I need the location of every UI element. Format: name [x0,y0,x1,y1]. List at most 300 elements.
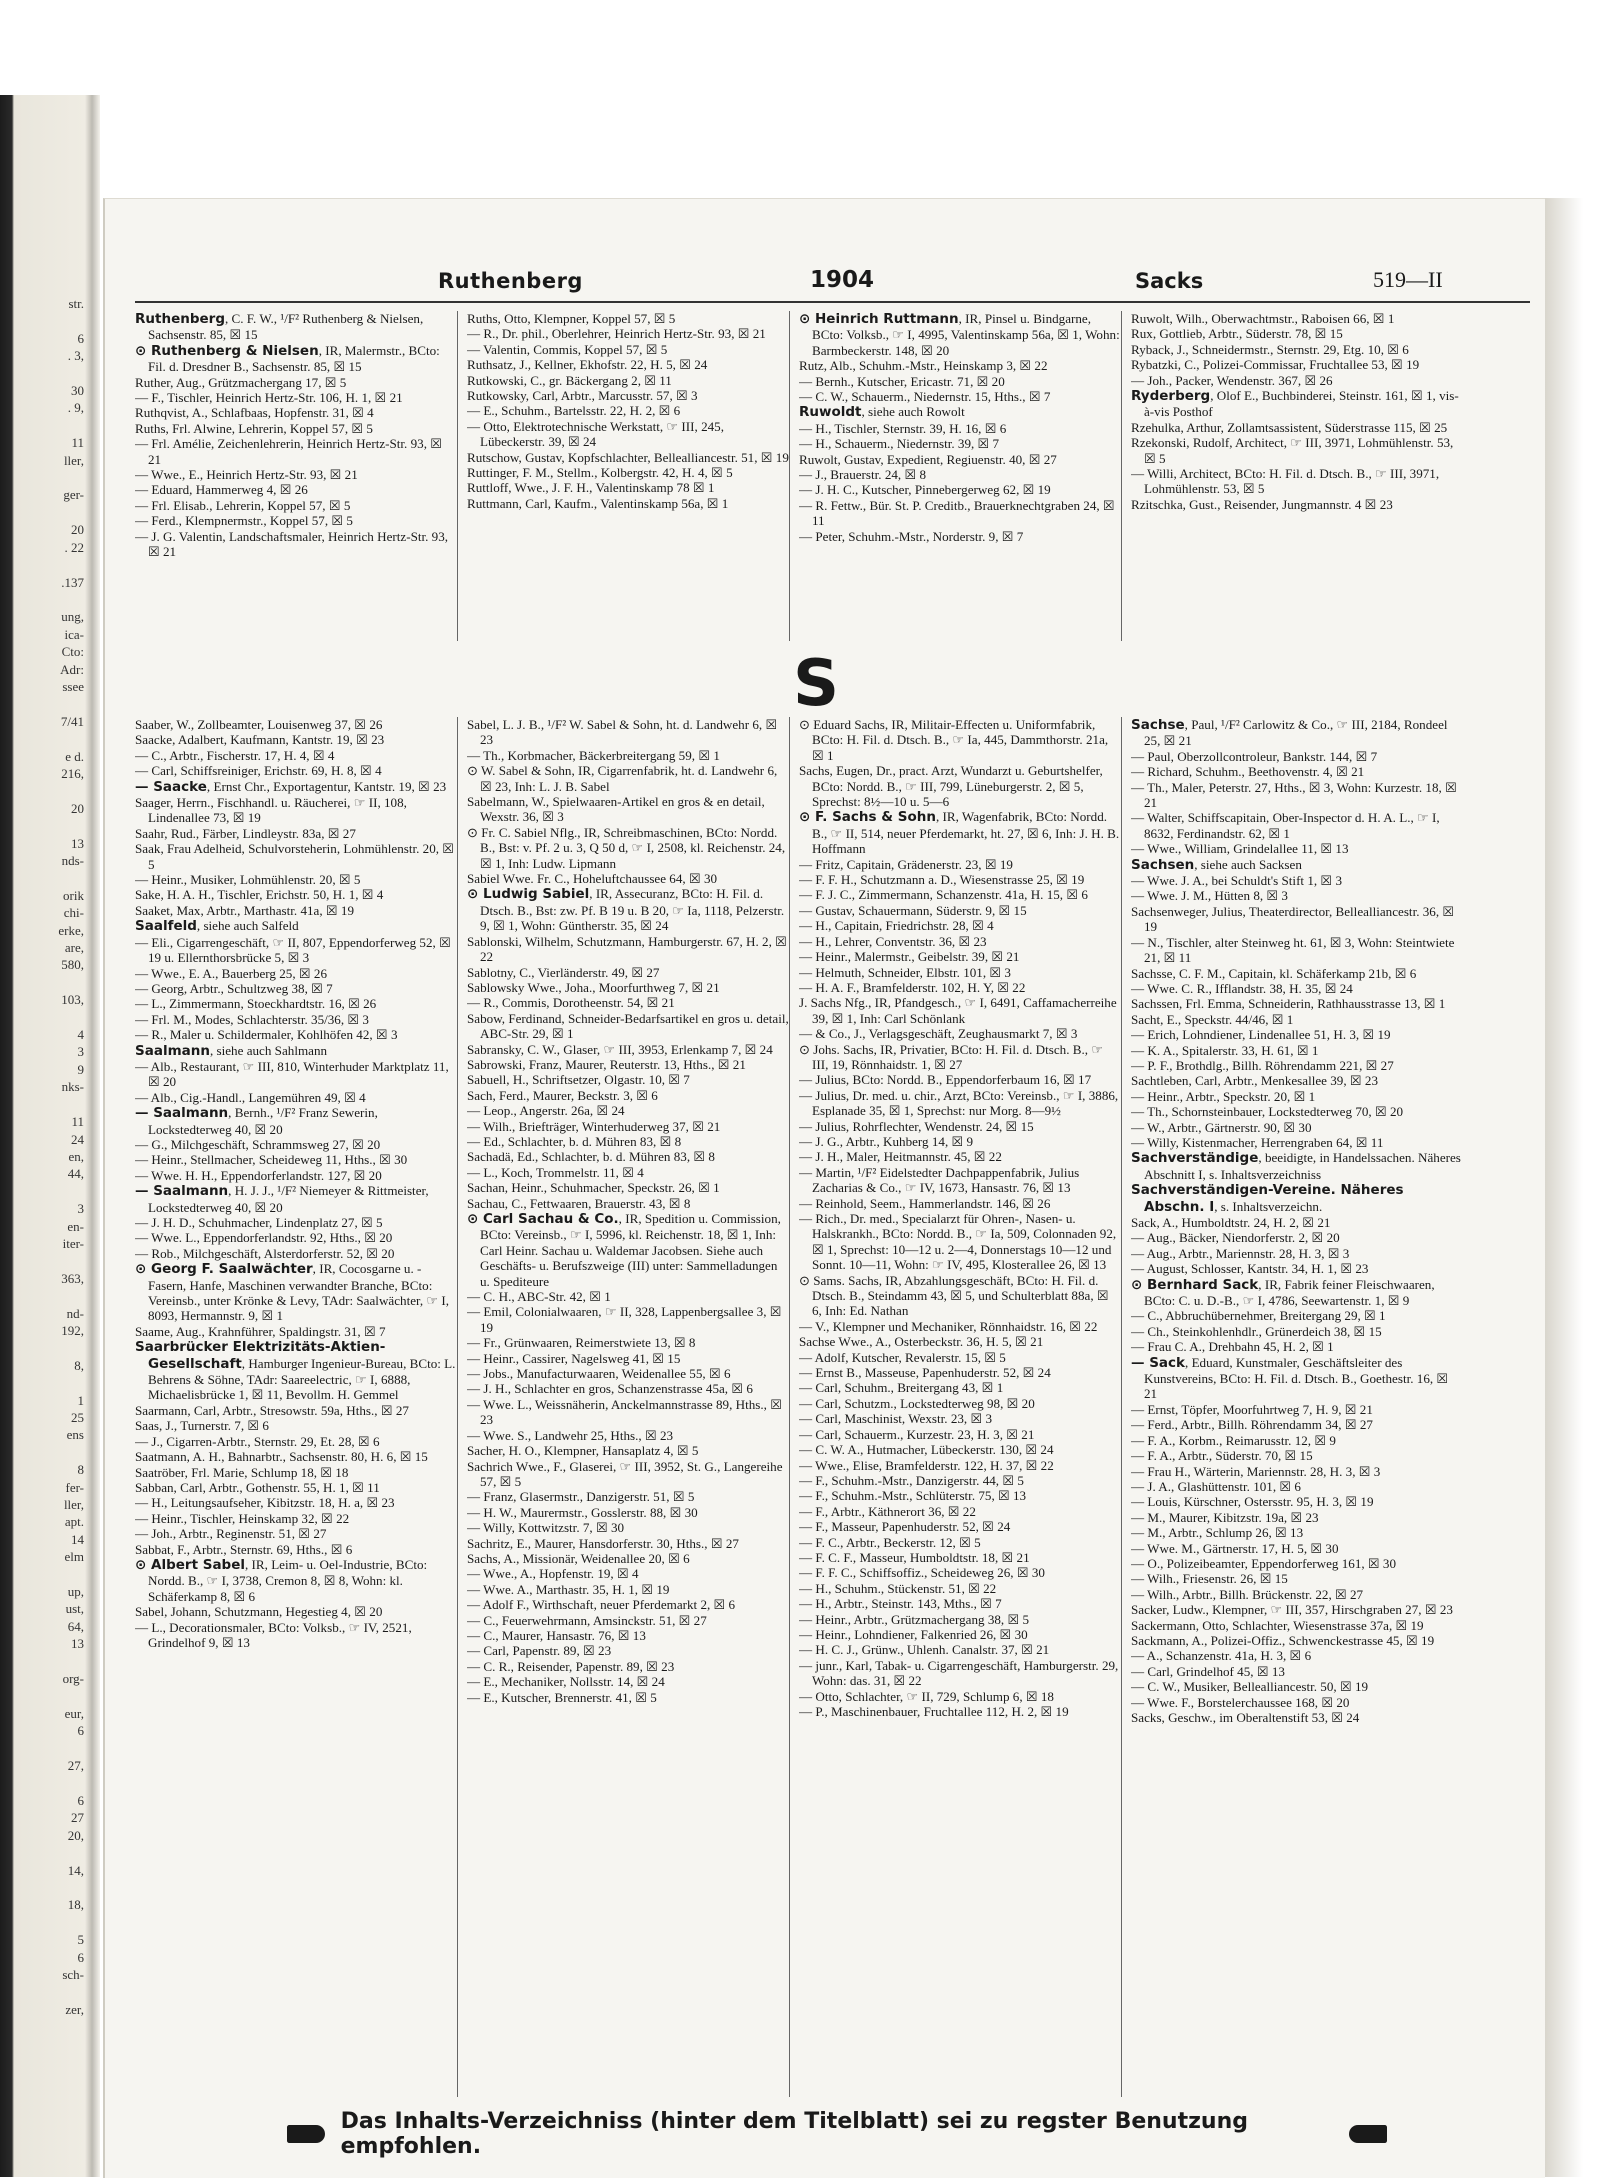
directory-entry: — F., Schuhm.-Mstr., Danzigerstr. 44, ☒ 5 [799,1472,1024,1488]
directory-entry: Saatmann, A. H., Bahnarbtr., Sachsenstr. 80, H. 6, ☒ 15 [135,1449,428,1465]
directory-entry: Rutkowsky, Carl, Arbtr., Marcusstr. 57, ☒ 3 [467,388,698,404]
directory-entry: — H. C. J., Grünw., Uhlenh. Canalstr. 37, ☒ 21 [799,1642,1050,1658]
directory-entry: — Ferd., Klempnermstr., Koppel 57, ☒ 5 [135,513,353,529]
directory-entry: — Heinr., Cassirer, Nagelsweg 41, ☒ 15 [467,1350,681,1366]
directory-entry: Sachadä, Ed., Schlachter, b. d. Mühren 83, ☒ 8 [467,1149,715,1165]
directory-entry: Rutschow, Gustav, Kopfschlachter, Bellealliancestr. 51, ☒ 19 [467,449,789,465]
directory-entry: — Carl, Papenstr. 89, ☒ 23 [467,1643,612,1659]
page-header [135,261,1530,303]
directory-entry: — H. A. F., Bramfelderstr. 102, H. Y, ☒ 22 [799,979,1026,995]
directory-entry: — Carl, Schiffsreiniger, Erichstr. 69, H. 8, ☒ 4 [135,763,382,779]
directory-entry: Sachse Wwe., A., Osterbeckstr. 36, H. 5, ☒ 21 [799,1334,1044,1350]
directory-entry: — Carl, Schutzm., Lockstedterweg 98, ☒ 20 [799,1395,1035,1411]
directory-entry: — H., Schauerm., Niedernstr. 39, ☒ 7 [799,436,1000,452]
directory-entry: — Heinr., Arbtr., Speckstr. 20, ☒ 1 [1131,1088,1316,1104]
edge-fragment [10,1096,84,1113]
directory-entry: — F., Schuhm.-Mstr., Schlüterstr. 75, ☒ 13 [799,1488,1027,1504]
edge-fragment: 8 [77,1462,84,1478]
directory-entry: Ruttloff, Wwe., J. F. H., Valentinskamp 78 ☒ 1 [467,480,715,496]
edge-fragment: ica- [64,626,84,642]
edge-fragment: Cto: [61,644,84,660]
directory-entry: — M., Arbtr., Schlump 26, ☒ 13 [1131,1525,1304,1541]
directory-entry: Sacker, Ludw., Klempner, ☞ III, 357, Hirschgraben 27, ☒ 23 [1131,1602,1453,1618]
edge-fragment [10,365,84,382]
directory-entry: Saarmann, Carl, Arbtr., Stresowstr. 59a, Hths., ☒ 27 [135,1402,409,1418]
directory-entry: Sabel, L. J. B., ¹/F² W. Sabel & Sohn, ht. d. Landwehr 6, ☒ 23 [467,717,778,748]
edge-fragment: 20, [67,1827,84,1843]
directory-entry: — Wilh., Briefträger, Winterhuderweg 37, ☒ 21 [467,1118,721,1134]
edge-fragment: 5 [77,1932,84,1948]
directory-entry: — P., Maschinenbauer, Fruchtallee 112, H. 2, ☒ 19 [799,1704,1069,1719]
footer-notice: Das Inhalts-Verzeichniss (hinter dem Titelblatt) sei zu regster Benutzung empfohlen. [340,2109,1248,2159]
directory-entry: — Heinr., Malermstr., Geibelstr. 39, ☒ 21 [799,949,1020,965]
directory-entry: — H., Arbtr., Steinstr. 143, Mths., ☒ 7 [799,1596,1002,1612]
directory-entry: — J. G., Arbtr., Kuhberg 14, ☒ 9 [799,1133,974,1149]
directory-entry: Saahr, Rud., Färber, Lindleystr. 83a, ☒ 27 [135,825,356,841]
edge-fragment: apt. [64,1514,84,1530]
directory-entry: — Sack, Eduard, Kunstmaler, Geschäftsleiter des Kunstvereins, BCto: H. Fil. d. Dtsch. B., Goethestr. 16, ☒ 21 [1131,1354,1449,1402]
directory-entry: — Heinr., Tischler, Heinskamp 32, ☒ 22 [135,1510,350,1526]
directory-entry: ⊙ Sams. Sachs, IR, Abzahlungsgeschäft, BCto: H. Fil. d. Dtsch. B., Steindamm 43, ☒ 5, und Schulterblatt 88a, ☒ 6, Inh: Ed. Nathan [799,1272,1109,1319]
edge-fragment: ens [66,1427,84,1443]
directory-entry: Ruwolt, Gustav, Expedient, Regiuenstr. 40, ☒ 27 [799,451,1057,467]
directory-entry: Sabel, Johann, Schutzmann, Hegestieg 4, ☒ 20 [135,1604,383,1620]
directory-entry: — Rich., Dr. med., Specialarzt für Ohren-, Nasen- u. Halskrankh., BCto: Nordd. B., ☞ Ia, 509, Colonnaden 92, ☒ 1, Sprechst: 10—12 u. 2—4, Donnerstags 10—12 und Sonnt. 10—11, Wohn: ☞ IV, 495, Klosterallee 26, ☒ 13 [799,1211,1117,1273]
edge-fragment: 6 [77,1949,84,1965]
directory-page [103,198,1545,2178]
directory-entry: — H., Tischler, Sternstr. 39, H. 16, ☒ 6 [799,420,1007,436]
directory-entry: Sachsenweger, Julius, Theaterdirector, Bellealliancestr. 36, ☒ 19 [1131,903,1455,935]
directory-entry: Saaket, Max, Arbtr., Marthastr. 41a, ☒ 19 [135,902,355,918]
directory-entry: ⊙ Eduard Sachs, IR, Militair-Effecten u. Uniformfabrik, BCto: H. Fil. d. Dtsch. B., ☞ Ia, 445, Dammthorstr. 21a, ☒ 1 [799,717,1109,763]
edge-fragment: . 9, [67,400,84,416]
pointing-hand-icon [287,2125,325,2143]
directory-entry: — Peter, Schuhm.-Mstr., Norderstr. 9, ☒ 7 [799,528,1024,544]
directory-entry: — August, Schlosser, Kantstr. 34, H. 1, ☒ 23 [1131,1261,1369,1277]
directory-entry: ⊙ Fr. C. Sabiel Nflg., IR, Schreibmaschinen, BCto: Nordd. B., Bst: v. Pf. 2 u. 3, Q 50 d, ☞ I, 2508, kl. Reichenstr. 24, ☒ 1, Inh: Ludw. Lipmann [467,824,786,871]
directory-entry: Ruthsatz, J., Kellner, Ekhofstr. 22, H. 5, ☒ 24 [467,357,708,373]
edge-fragment: ssee [62,678,84,694]
page-edge-shadow [1543,198,1600,2177]
directory-entry: — Carl, Schuhm., Breitergang 43, ☒ 1 [799,1380,1004,1396]
directory-entry: — Otto, Elektrotechnische Werkstatt, ☞ III, 245, Lübeckerstr. 39, ☒ 24 [467,418,724,450]
directory-entry: — Wwe. L., Eppendorferlandstr. 92, Hths., ☒ 20 [135,1230,393,1246]
directory-entry: Sabban, Carl, Arbtr., Gothenstr. 55, H. 1, ☒ 11 [135,1479,380,1495]
directory-entry: — Aug., Arbtr., Mariennstr. 28, H. 3, ☒ 3 [1131,1245,1350,1261]
directory-entry: — Rob., Milchgeschäft, Alsterdorferstr. 52, ☒ 20 [135,1245,395,1261]
edge-fragment: 216, [61,765,84,781]
directory-entry: — W., Arbtr., Gärtnerstr. 90, ☒ 30 [1131,1119,1312,1135]
directory-entry: Sachrich Wwe., F., Glaserei, ☞ III, 3952, St. G., Langereihe 57, ☒ 5 [467,1458,783,1489]
directory-entry: Sabbat, F., Arbtr., Sternstr. 69, Hths., ☒ 6 [135,1541,353,1557]
edge-fragment: 3 [77,1044,84,1060]
directory-entry: Saalmann, siehe auch Sahlmann [135,1042,328,1059]
directory-entry: — F. F. H., Schutzmann a. D., Wiesenstrasse 25, ☒ 19 [799,872,1085,888]
directory-entry: Sachssen, Frl. Emma, Schneiderin, Rathhausstrasse 13, ☒ 1 [1131,996,1446,1012]
edge-fragment: nks- [61,1079,84,1095]
directory-entry: ⊙ W. Sabel & Sohn, IR, Cigarrenfabrik, ht. d. Landwehr 6, ☒ 23, Inh: L. J. B. Sabel [467,763,778,794]
directory-entry: — F., Masseur, Papenhuderstr. 52, ☒ 24 [799,1519,1011,1535]
edge-fragment [10,1566,84,1583]
directory-entry: ⊙ Albert Sabel, IR, Leim- u. Oel-Industrie, BCto: Nordd. B., ☞ I, 3738, Cremon 8, ☒ 8, Wohn: kl. Schäferkamp 8, ☒ 6 [135,1556,428,1604]
edge-fragment: erke, [58,922,84,938]
directory-entry: — Bernh., Kutscher, Ericastr. 71, ☒ 20 [799,373,1005,389]
edge-fragment: 14 [71,1531,84,1547]
edge-fragment [10,1879,84,1896]
directory-entry: — Julius, Dr. med. u. chir., Arzt, BCto: Vereinsb., ☞ I, 3886, Esplanade 35, ☒ 1, Sprechst: nur Morg. 8—9½ [799,1087,1119,1119]
directory-entry: Sabelmann, W., Spielwaaren-Artikel en gros & en detail, Wexstr. 36, ☒ 3 [467,794,765,825]
directory-entry: — J. H., Schlachter en gros, Schanzenstrasse 45a, ☒ 6 [467,1381,753,1397]
directory-entry: — R., Commis, Dorotheenstr. 54, ☒ 21 [467,995,675,1011]
directory-entry: Rzekonski, Rudolf, Architect, ☞ III, 3971, Lohmühlenstr. 53, ☒ 5 [1131,435,1454,466]
edge-fragment: fer- [65,1479,84,1495]
edge-fragment: 44, [67,1166,84,1182]
header-left-keyword: Ruthenberg [438,269,583,293]
directory-entry: — Wwe. L., Weissnäherin, Anckelmannstrasse 89, Hths., ☒ 23 [467,1396,782,1428]
edge-fragment: 14, [67,1862,84,1878]
directory-entry: — H., Capitain, Friedrichstr. 28, ☒ 4 [799,918,994,934]
edge-fragment: 1 [77,1392,84,1408]
main-entries-section [135,717,1530,2097]
directory-entry: — F. A., Korbm., Reimarusstr. 12, ☒ 9 [1131,1432,1336,1448]
edge-fragment [10,1339,84,1356]
directory-entry: — E., Mechaniker, Nollsstr. 14, ☒ 24 [467,1674,665,1690]
directory-entry: — L., Koch, Trommelstr. 11, ☒ 4 [467,1164,644,1180]
directory-entry: — O., Polizeibeamter, Eppendorferweg 161, ☒ 30 [1131,1555,1397,1571]
directory-entry: — Wwe. C. R., Ifflandstr. 38, H. 35, ☒ 24 [1131,980,1353,996]
directory-entry: Sachs, Eugen, Dr., pract. Arzt, Wundarzt u. Geburtshelfer, BCto: Nordd. B., ☞ III, 799, Lüneburgerstr. 2, ☒ 5, Sprechst: 8½—10 u. 5—6 [799,763,1103,810]
directory-entry: Rybatzki, C., Polizei-Commissar, Fruchtallee 53, ☒ 19 [1131,357,1420,373]
directory-entry: — Reinhold, Seem., Hammerlandstr. 146, ☒ 26 [799,1195,1051,1211]
directory-entry: — J. H., Maler, Heitmannstr. 45, ☒ 22 [799,1149,1002,1165]
directory-entry: — A., Schanzenstr. 41a, H. 3, ☒ 6 [1131,1648,1312,1664]
directory-entry: — Heinr., Lohndiener, Falkenried 26, ☒ 30 [799,1626,1028,1642]
directory-entry: — C., Abbruchübernehmer, Breitergang 29, ☒ 1 [1131,1308,1386,1324]
directory-entry: Saacke, Adalbert, Kaufmann, Kantstr. 19, ☒ 23 [135,732,385,748]
edge-fragment [10,469,84,486]
edge-fragment: en, [68,1148,84,1164]
directory-entry: — Carl, Grindelhof 45, ☒ 13 [1131,1663,1285,1679]
edge-fragment: 13 [71,835,84,851]
directory-entry: — J. G. Valentin, Landschaftsmaler, Heinrich Hertz-Str. 93, ☒ 21 [135,528,449,560]
directory-entry: — Wwe. F., Borstelerchaussee 168, ☒ 20 [1131,1694,1350,1710]
main-column-1 [135,717,458,2097]
header-year: 1904 [810,267,875,293]
edge-fragment [10,695,84,712]
directory-entry: Sacks, Geschw., im Oberaltenstift 53, ☒ 24 [1131,1710,1360,1725]
directory-entry: Saarbrücker Elektrizitäts-Aktien-Gesellschaft, Hamburger Ingenieur-Bureau, BCto: L. Behrens & Söhne, TAdr: Saareelectric, ☞ I, 6888, Michaelisbrücke 1, ☒ 11, Bevollm. H. Gemmel [135,1339,456,1403]
edge-fragment: 7/41 [60,713,84,729]
directory-entry: — Georg, Arbtr., Schultzweg 38, ☒ 7 [135,980,333,996]
edge-fragment [10,1287,84,1304]
directory-entry: — Paul, Oberzollcontroleur, Bankstr. 144, ☒ 7 [1131,748,1378,764]
directory-entry: — E., Schuhm., Bartelsstr. 22, H. 2, ☒ 6 [467,403,681,419]
directory-entry: — Heinr., Musiker, Lohmühlenstr. 20, ☒ 5 [135,872,361,888]
directory-entry: — Erich, Lohndiener, Lindenallee 51, H. 3, ☒ 19 [1131,1027,1391,1043]
edge-fragment [10,1844,84,1861]
directory-entry: — Eduard, Hammerweg 4, ☒ 26 [135,482,308,498]
directory-entry: — H. W., Maurermstr., Gosslerstr. 88, ☒ 30 [467,1504,698,1520]
directory-entry: — M., Maurer, Kibitzstr. 19a, ☒ 23 [1131,1509,1319,1525]
directory-entry: — Joh., Arbtr., Reginenstr. 51, ☒ 27 [135,1526,327,1542]
directory-entry: Sach, Ferd., Maurer, Beckstr. 3, ☒ 6 [467,1087,658,1103]
pointing-hand-left-icon [1349,2125,1387,2143]
directory-entry: Saas, J., Turnerstr. 7, ☒ 6 [135,1418,269,1434]
edge-fragment: 27 [71,1810,84,1826]
edge-fragment [10,782,84,799]
directory-entry: — Willy, Kistenmacher, Herrengraben 64, ☒ 11 [1131,1134,1384,1150]
edge-fragment: 64, [67,1618,84,1634]
directory-entry: — C. W., Schauerm., Niedernstr. 15, Hths., ☒ 7 [799,389,1051,405]
directory-entry: ⊙ Georg F. Saalwächter, IR, Cocosgarne u. -Fasern, Hanfe, Maschinen verwandter Branche, BCto: Vereinsb., unter Krönke & Levy, TAdr: Saalwächter, ☞ I, 8093, Hermannstr. 9, ☒ 1 [135,1261,450,1324]
edge-fragment: str. [68,296,84,311]
directory-entry: — J., Cigarren-Arbtr., Sternstr. 29, Et. 28, ☒ 6 [135,1433,380,1449]
directory-entry: — J. H. C., Kutscher, Pinnebergerweg 62, ☒ 19 [799,482,1051,498]
directory-entry: — Wilh., Friesenstr. 26, ☒ 15 [1131,1571,1288,1587]
directory-entry: Ryderberg, Olof E., Buchbinderei, Steinstr. 161, ☒ 1, vis-à-vis Posthof [1131,388,1459,420]
top-column-2 [467,311,790,641]
main-column-2 [467,717,790,2097]
directory-entry: — Richard, Schuhm., Beethovenstr. 4, ☒ 21 [1131,764,1365,780]
edge-fragment: 11 [71,1114,84,1130]
edge-fragment: org- [62,1671,84,1687]
edge-fragment: ung, [61,609,84,625]
directory-entry: — Helmuth, Schneider, Elbstr. 101, ☒ 3 [799,964,1011,980]
edge-fragment: 13 [71,1636,84,1652]
edge-fragment [10,1009,84,1026]
directory-entry: Sablonski, Wilhelm, Schutzmann, Hamburgerstr. 67, H. 2, ☒ 22 [467,933,787,965]
directory-entry: — Ch., Steinkohlenhdlr., Grünerdeich 38, ☒ 15 [1131,1323,1382,1339]
directory-entry: — C. W., Musiker, Bellealliancestr. 50, ☒ 19 [1131,1679,1369,1695]
directory-entry: — Alb., Cig.-Handl., Langemühren 49, ☒ 4 [135,1089,366,1105]
directory-entry: — Wwe., A., Hopfenstr. 19, ☒ 4 [467,1566,639,1582]
directory-entry: — K. A., Spitalerstr. 33, H. 61, ☒ 1 [1131,1042,1319,1058]
edge-fragment: Adr: [60,661,84,677]
directory-entry: — J. A., Glashüttenstr. 101, ☒ 6 [1131,1478,1301,1494]
directory-entry: Ryback, J., Schneidermstr., Sternstr. 29, Etg. 10, ☒ 6 [1131,341,1409,357]
directory-entry: — Frl. M., Modes, Schlachterstr. 35/36, ☒ 3 [135,1011,369,1027]
directory-entry: Sackermann, Otto, Schlachter, Wiesenstrasse 37a, ☒ 19 [1131,1617,1424,1633]
directory-entry: — Willi, Architect, BCto: H. Fil. d. Dtsch. B., ☞ III, 3971, Lohmühlenstr. 53, ☒ 5 [1131,466,1440,497]
directory-entry: — Carl, Maschinist, Wexstr. 23, ☒ 3 [799,1411,993,1427]
edge-fragment [10,1740,84,1757]
directory-entry: — Martin, ¹/F² Eidelstedter Dachpappenfabrik, Julius Zacharias & Co., ☞ IV, 1673, Hansastr. 76, ☒ 13 [799,1164,1080,1196]
directory-entry: — N., Tischler, alter Steinweg ht. 61, ☒ 3, Wohn: Steintwiete 21, ☒ 11 [1131,934,1455,966]
edge-fragment [10,974,84,991]
directory-entry: — Leop., Angerstr. 26a, ☒ 24 [467,1103,625,1119]
directory-entry: — F. J. C., Zimmermann, Schanzenstr. 41a, H. 15, ☒ 6 [799,887,1088,903]
edge-fragment: 4 [77,1027,84,1043]
directory-entry: Rutkowski, C., gr. Bäckergang 2, ☒ 11 [467,372,672,388]
directory-entry: — F., Arbtr., Käthnerort 36, ☒ 22 [799,1503,976,1519]
directory-entry: ⊙ Johs. Sachs, IR, Privatier, BCto: H. Fil. d. Dtsch. B., ☞ III, 19, Rönnhaidstr. 1, ☒ 27 [799,1041,1104,1072]
page-footer [287,2109,1387,2159]
directory-entry: Sachtleben, Carl, Arbtr., Menkesallee 39, ☒ 23 [1131,1073,1379,1089]
edge-fragment [10,1444,84,1461]
directory-entry: Saame, Aug., Krahnführer, Spaldingstr. 31, ☒ 7 [135,1323,386,1339]
directory-entry: — Eli., Cigarrengeschäft, ☞ II, 807, Eppendorferweg 52, ☒ 19 u. Ellernthorsbrücke 5, ☒ 3 [135,934,451,966]
directory-entry: Ruthenberg, C. F. W., ¹/F² Ruthenberg & Nielsen, Sachsenstr. 85, ☒ 15 [135,311,424,343]
edge-fragment: 3 [77,1201,84,1217]
directory-entry: Sabrowski, Franz, Maurer, Reuterstr. 13, Hths., ☒ 21 [467,1056,746,1072]
directory-entry: Ruths, Frl. Alwine, Lehrerin, Koppel 57, ☒ 5 [135,420,373,436]
directory-entry: — H., Lehrer, Conventstr. 36, ☒ 23 [799,933,987,949]
directory-entry: Sablowsky Wwe., Joha., Moorfurthweg 7, ☒ 21 [467,979,720,995]
edge-fragment: e d. [65,748,84,764]
directory-entry: Sabiel Wwe. Fr. C., Hoheluftchaussee 64, ☒ 30 [467,871,718,887]
edge-fragment: 6 [77,1792,84,1808]
edge-fragment: eur, [64,1705,84,1721]
directory-entry: — Fr., Grünwaaren, Reimerstwiete 13, ☒ 8 [467,1335,696,1351]
directory-entry: — C., Arbtr., Fischerstr. 17, H. 4, ☒ 4 [135,747,335,763]
edge-fragment: 8, [74,1357,84,1373]
directory-entry: — J., Brauerstr. 24, ☒ 8 [799,467,927,483]
directory-entry: — Wwe. J. M., Hütten 8, ☒ 3 [1131,888,1288,904]
edge-fragment: 363, [61,1270,84,1286]
directory-entry: Saaber, W., Zollbeamter, Louisenweg 37, ☒ 26 [135,717,383,732]
edge-fragment: en- [67,1218,84,1234]
directory-entry: — Saalmann, Bernh., ¹/F² Franz Sewerin, Lockstedterweg 40, ☒ 20 [135,1105,378,1137]
directory-entry: — Willy, Kottwitzstr. 7, ☒ 30 [467,1520,625,1536]
directory-entry: — Frl. Elisab., Lehrerin, Koppel 57, ☒ 5 [135,497,351,513]
directory-entry: — Joh., Packer, Wendenstr. 367, ☒ 26 [1131,372,1333,388]
top-column-3 [799,311,1122,641]
directory-entry: Sachverständigen-Vereine. Näheres Abschn. I, s. Inhaltsverzeichn. [1131,1182,1404,1215]
directory-entry: — F. C., Arbtr., Beckerstr. 12, ☒ 5 [799,1534,981,1550]
directory-entry: — & Co., J., Verlagsgeschäft, Zeughausmarkt 7, ☒ 3 [799,1026,1078,1042]
edge-fragment: iter- [62,1235,84,1251]
directory-entry: — Wwe. S., Landwehr 25, Hths., ☒ 23 [467,1427,674,1443]
directory-entry: — F. C. F., Masseur, Humboldtstr. 18, ☒ 21 [799,1549,1030,1565]
edge-fragment: chi- [63,905,84,921]
directory-entry: — Wwe., William, Grindelallee 11, ☒ 13 [1131,841,1349,857]
edge-fragment [10,1252,84,1269]
top-column-4 [1131,311,1461,641]
edge-fragment [10,1983,84,2000]
directory-entry: J. Sachs Nfg., IR, Pfandgesch., ☞ I, 6491, Caffamacherreihe 39, ☒ 1, Inh: Carl Schönlank [799,995,1117,1026]
edge-fragment: 580, [61,957,84,973]
directory-entry: — H., Leitungsaufseher, Kibitzstr. 18, H. a, ☒ 23 [135,1495,395,1511]
edge-fragment [10,1688,84,1705]
edge-fragment: . 3, [67,348,84,364]
top-column-1 [135,311,458,641]
directory-entry: — Frau H., Wärterin, Mariennstr. 28, H. 3, ☒ 3 [1131,1463,1381,1479]
edge-fragment [10,1183,84,1200]
directory-entry: — Ernst, Töpfer, Moorfuhrtweg 7, H. 9, ☒ 21 [1131,1401,1373,1417]
directory-entry: — junr., Karl, Tabak- u. Cigarrengeschäft, Hamburgerstr. 29, Wohn: das. 31, ☒ 22 [799,1657,1119,1689]
main-column-3 [799,717,1122,2097]
edge-fragment: 30 [71,383,84,399]
page-number: 519—II [1373,267,1443,292]
edge-fragment [10,1374,84,1391]
directory-entry: — C., Maurer, Hansastr. 76, ☒ 13 [467,1627,646,1643]
directory-entry: Sachau, C., Fettwaaren, Brauerstr. 43, ☒ 8 [467,1195,691,1211]
directory-entry: — L., Decorationsmaler, BCto: Volksb., ☞ IV, 2521, Grindelhof 9, ☒ 13 [135,1619,412,1650]
directory-entry: — C. R., Reisender, Papenstr. 89, ☒ 23 [467,1658,675,1674]
directory-entry: — Frau C. A., Drehbahn 45, H. 2, ☒ 1 [1131,1339,1334,1355]
directory-entry: — V., Klempner und Mechaniker, Rönnhaidstr. 16, ☒ 22 [799,1318,1098,1334]
edge-fragment: zer, [65,2001,84,2017]
directory-entry: Sachs, A., Missionär, Weidenallee 20, ☒ 6 [467,1550,690,1566]
directory-entry: Sabow, Ferdinand, Schneider-Bedarfsartikel en gros u. detail, ABC-Str. 29, ☒ 1 [467,1010,789,1042]
directory-entry: — Th., Korbmacher, Bäckerbreitergang 59, ☒ 1 [467,747,720,763]
directory-entry: Sabuell, H., Schriftsetzer, Olgastr. 10, ☒ 7 [467,1072,690,1088]
directory-entry: Sachsen, siehe auch Sacksen [1131,856,1302,873]
directory-entry: — Wwe., E., Heinrich Hertz-Str. 93, ☒ 21 [135,467,358,483]
directory-entry: ⊙ Carl Sachau & Co., IR, Spedition u. Commission, BCto: Vereinsb., ☞ I, 5996, kl. Reichenstr. 18, ☒ 1, Inh: Carl Heinr. Sachau u. Waldemar Jacobsen. Siehe auch Geschäfts- u. Berufszweige (III) unter: Sammelladungen u. Spediteure [467,1211,781,1289]
edge-fragment [10,1914,84,1931]
header-right-keyword: Sacks [1135,269,1204,293]
directory-entry: ⊙ Bernhard Sack, IR, Fabrik feiner Fleischwaaren, BCto: C. u. D.-B., ☞ I, 4786, Seewartenstr. 1, ☒ 9 [1131,1276,1435,1309]
edge-fragment [10,869,84,886]
directory-entry: — Emil, Colonialwaaren, ☞ II, 328, Lappenbergsallee 3, ☒ 19 [467,1304,782,1335]
edge-fragment: 25 [71,1410,84,1425]
edge-fragment: 20 [71,800,84,816]
directory-entry: Sachan, Heinr., Schuhmacher, Speckstr. 26, ☒ 1 [467,1180,720,1196]
directory-entry: — Aug., Bäcker, Niendorferstr. 2, ☒ 20 [1131,1230,1340,1246]
directory-entry: Sablotny, C., Vierländerstr. 49, ☒ 27 [467,964,660,980]
directory-entry: — Heinr., Stellmacher, Scheideweg 11, Hths., ☒ 30 [135,1152,408,1168]
directory-entry: Saak, Frau Adelheid, Schulvorsteherin, Lohmühlenstr. 20, ☒ 5 [135,841,455,872]
directory-entry: — R., Dr. phil., Oberlehrer, Heinrich Hertz-Str. 93, ☒ 21 [467,326,766,342]
directory-entry: — R., Maler u. Schildermaler, Kohlhöfen 42, ☒ 3 [135,1027,398,1043]
edge-fragment: nd- [66,1305,84,1321]
directory-entry: — Ferd., Arbtr., Billh. Röhrendamm 34, ☒ 27 [1131,1417,1373,1433]
edge-fragment: 20 [71,522,84,538]
directory-entry: Saatröber, Frl. Marie, Schlump 18, ☒ 18 [135,1464,349,1480]
directory-entry: — F. A., Arbtr., Süderstr. 70, ☒ 15 [1131,1448,1313,1464]
edge-fragment: ller, [63,452,84,468]
edge-fragment: 6 [77,330,84,346]
edge-fragment [10,1653,84,1670]
edge-fragment: orik [63,887,84,903]
directory-entry: — Wilh., Arbtr., Billh. Brückenstr. 22, ☒ 27 [1131,1586,1364,1602]
edge-fragment: .137 [61,574,84,590]
directory-entry: — Julius, Rohrflechter, Wendenstr. 24, ☒ 15 [799,1118,1034,1134]
directory-entry: Sachse, Paul, ¹/F² Carlowitz & Co., ☞ III, 2184, Rondeel 25, ☒ 21 [1131,717,1448,749]
directory-entry: — J. H. D., Schuhmacher, Lindenplatz 27, ☒ 5 [135,1215,383,1230]
section-letter: S [793,647,840,721]
directory-entry: — C., Feuerwehrmann, Amsinckstr. 51, ☒ 27 [467,1612,707,1628]
directory-entry: Rutz, Alb., Schuhm.-Mstr., Heinskamp 3, ☒ 22 [799,358,1048,374]
directory-entry: — F., Tischler, Heinrich Hertz-Str. 106, H. 1, ☒ 21 [135,390,403,406]
directory-entry: — Adolf F., Wirthschaft, neuer Pferdemarkt 2, ☒ 6 [467,1597,736,1613]
edge-fragment [10,504,84,521]
directory-entry: — Jobs., Manufacturwaaren, Weidenallee 55, ☒ 6 [467,1366,731,1382]
directory-entry: Ruwoldt, siehe auch Rowolt [799,404,965,421]
directory-entry: — Walter, Schiffscapitain, Ober-Inspector d. H. A. L., ☞ I, 8632, Ferdinandstr. 62, ☒ 1 [1131,810,1440,841]
directory-entry: Sachritz, E., Maurer, Hansdorferstr. 30, Hths., ☒ 27 [467,1535,739,1551]
directory-entry: — Otto, Schlachter, ☞ II, 729, Schlump 6, ☒ 18 [799,1688,1054,1704]
directory-entry: — Th., Schornsteinbauer, Lockstedterweg 70, ☒ 20 [1131,1104,1404,1120]
edge-fragment: nds- [61,853,84,868]
directory-entry: — Heinr., Arbtr., Grützmachergang 38, ☒ 5 [799,1611,1030,1627]
directory-entry: ⊙ F. Sachs & Sohn, IR, Wagenfabrik, BCto: Nordd. B., ☞ II, 514, neuer Pferdemarkt, ht. 27, ☒ 6, Inh: J. H. B. Hoffmann [799,809,1120,857]
directory-entry: — Carl, Schauerm., Kurzestr. 23, H. 3, ☒ 21 [799,1426,1035,1442]
edge-fragment: 27, [67,1758,84,1774]
directory-entry: — Frl. Amélie, Zeichenlehrerin, Heinrich Hertz-Str. 93, ☒ 21 [135,436,442,467]
top-entries-section [135,311,1530,641]
directory-entry: — Th., Maler, Peterstr. 27, Hths., ☒ 3, Wohn: Kurzestr. 18, ☒ 21 [1131,779,1457,811]
directory-entry: — Louis, Kürschner, Ostersstr. 95, H. 3, ☒ 19 [1131,1494,1374,1510]
directory-entry: — Valentin, Commis, Koppel 57, ☒ 5 [467,341,668,357]
edge-fragment: sch- [62,1967,84,1982]
edge-fragment: 9 [77,1061,84,1077]
edge-fragment: 11 [71,435,84,451]
directory-entry: — Gustav, Schauermann, Süderstr. 9, ☒ 15 [799,902,1027,918]
directory-entry: Sake, H. A. H., Tischler, Erichstr. 50, H. 1, ☒ 4 [135,887,384,903]
directory-entry: Ruttmann, Carl, Kaufm., Valentinskamp 56a, ☒ 1 [467,495,729,511]
